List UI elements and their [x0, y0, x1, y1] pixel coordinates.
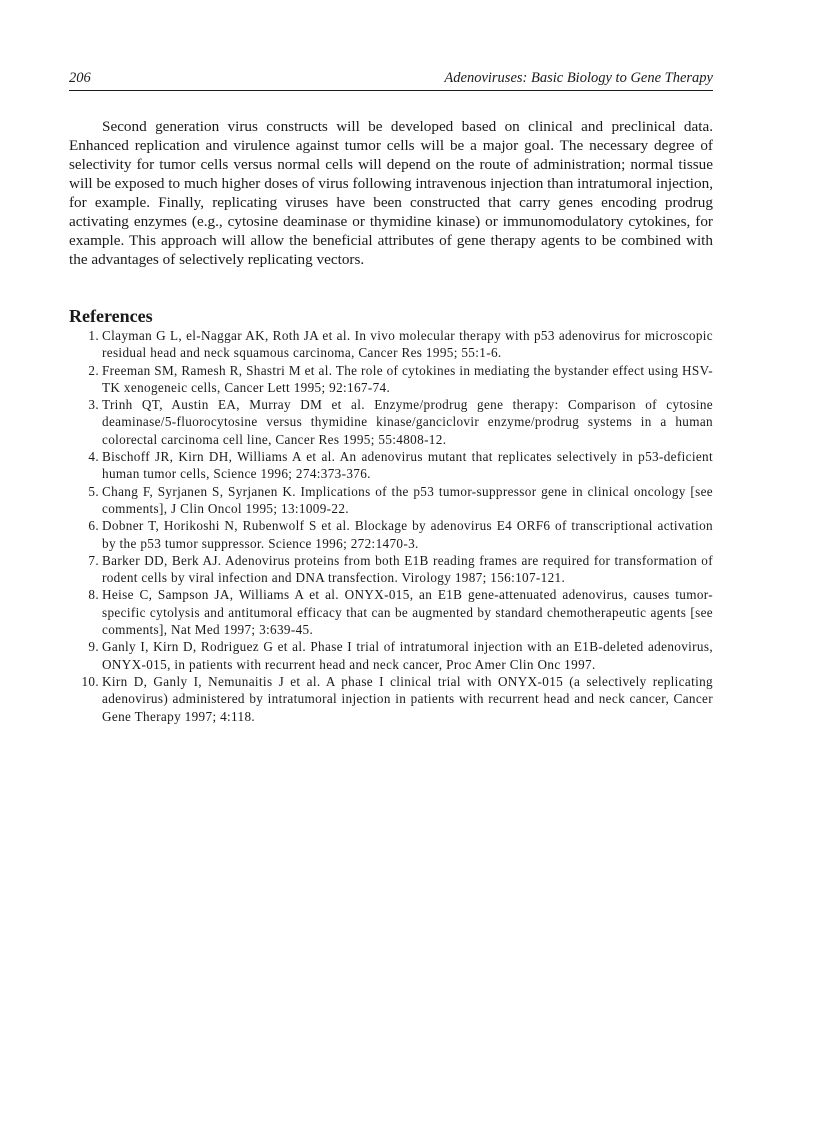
reference-number: 4.	[88, 449, 99, 465]
reference-item	[69, 483, 713, 518]
body-paragraph: Second generation virus constructs will be developed based on clinical and preclinical data. Enhanced replication and virulence against tumor cells will be a major goal. The necessary degree of selectivity for tumor cells versus normal cells will depend on the route of administration; normal tissue will be exposed to much higher doses of virus following intravenous injection than intratumoral injection, for example. Finally, replicating viruses have been constructed that carry genes encoding prodrug activating enzymes (e.g., cytosine deaminase or thymidine kinase) or immunomodulatory cytokines, for example. This approach will allow the beneficial attributes of gene therapy agents to be combined with the advantages of selectively replicating vectors.	[69, 118, 713, 268]
book-title: Adenoviruses: Basic Biology to Gene Therapy	[444, 70, 713, 86]
reference-item	[69, 327, 713, 362]
reference-text: Kirn D, Ganly I, Nemunaitis J et al. A phase I clinical trial with ONYX-015 (a selectively replicating adenovirus) administered by intratumoral injection in patients with recurrent head and neck cancer, Cancer Gene Therapy 1997; 4:118.	[102, 673, 713, 724]
reference-text: Chang F, Syrjanen S, Syrjanen K. Implications of the p53 tumor-suppressor gene in clinical oncology [see comments], J Clin Oncol 1995; 13:1009-22.	[102, 483, 713, 516]
reference-number: 10.	[81, 673, 99, 689]
reference-text: Ganly I, Kirn D, Rodriguez G et al. Phase I trial of intratumoral injection with an E1B-deleted adenovirus, ONYX-015, in patients with recurrent head and neck cancer, Proc Amer Clin Onc 1997.	[102, 639, 713, 672]
reference-item	[69, 586, 713, 638]
reference-item	[69, 517, 713, 552]
reference-number: 7.	[88, 552, 99, 568]
reference-text: Heise C, Sampson JA, Williams A et al. ONYX-015, an E1B gene-attenuated adenovirus, causes tumor-specific cytolysis and antitumoral efficacy that can be augmented by standard chemotherapeutic agents [see comments], Nat Med 1997; 3:639-45.	[102, 587, 713, 638]
reference-item	[69, 638, 713, 673]
reference-text: Freeman SM, Ramesh R, Shastri M et al. The role of cytokines in mediating the bystander effect using HSV-TK xenogeneic cells, Cancer Lett 1995; 92:167-74.	[102, 362, 713, 395]
reference-text: Dobner T, Horikoshi N, Rubenwolf S et al. Blockage by adenovirus E4 ORF6 of transcriptional activation by the p53 tumor suppressor. Science 1996; 272:1470-3.	[102, 518, 713, 551]
reference-item	[69, 396, 713, 448]
reference-text: Trinh QT, Austin EA, Murray DM et al. Enzyme/prodrug gene therapy: Comparison of cytosine deaminase/5-fluorocytosine versus thymidine kinase/ganciclovir enzyme/prodrug systems in a human colorectal carcinoma cell line, Cancer Res 1995; 55:4808-12.	[102, 397, 713, 447]
reference-number: 9.	[88, 639, 99, 655]
reference-item	[69, 552, 713, 587]
reference-number: 2.	[88, 362, 99, 378]
reference-number: 5.	[88, 483, 99, 499]
reference-item	[69, 673, 713, 725]
reference-text: Barker DD, Berk AJ. Adenovirus proteins from both E1B reading frames are required for transformation of rodent cells by viral infection and DNA transfection. Virology 1987; 156:107-121.	[102, 552, 713, 586]
reference-number: 1.	[88, 328, 99, 343]
reference-text: Clayman G L, el-Naggar AK, Roth JA et al. In vivo molecular therapy with p53 adenovirus for microscopic residual head and neck squamous carcinoma, Cancer Res 1995; 55:1-6.	[102, 328, 713, 361]
reference-item	[69, 448, 713, 483]
references-heading: References	[69, 306, 153, 326]
reference-number: 6.	[88, 518, 99, 534]
reference-number: 8.	[88, 587, 99, 603]
reference-text: Bischoff JR, Kirn DH, Williams A et al. An adenovirus mutant that replicates selectively in p53-deficient human tumor cells, Science 1996; 274:373-376.	[102, 449, 713, 482]
reference-list	[69, 327, 713, 725]
reference-number: 3.	[88, 397, 99, 413]
running-head	[69, 68, 713, 91]
page-number: 206	[69, 70, 91, 86]
reference-item	[69, 362, 713, 397]
